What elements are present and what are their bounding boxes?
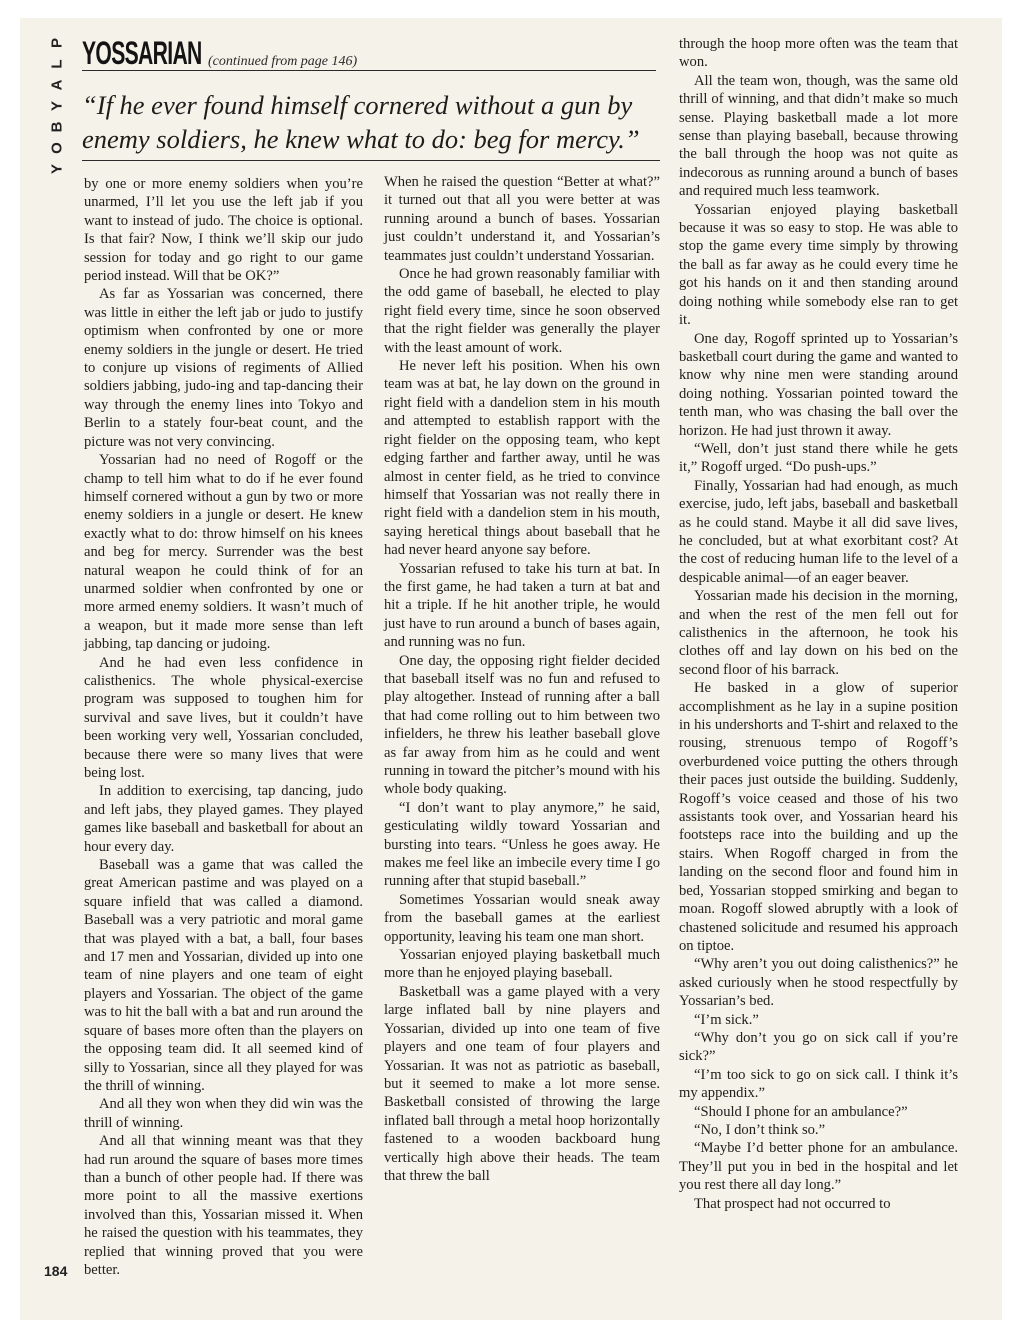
- article-paragraph: through the hoop more often was the team that won.: [679, 36, 958, 71]
- page-number: 184: [44, 1263, 68, 1279]
- article-paragraph: “Well, don’t just stand there while he gets it,” Rogoff urged. “Do push-ups.”: [679, 440, 958, 476]
- article-paragraph: He never left his position. When his own team was at bat, he lay down on the ground in right field with a dandelion stem in his mouth and attempted to establish rapport with the right fielder on the opposing team, who kept edging farther and farther away, until he was almost in center field, as he tried to convince himself that Yossarian was not really there in right field with a dandelion stem in his mouth, saying heretical things about baseball that he had never heard anyone say before.: [384, 358, 660, 559]
- side-label-letter: O: [48, 141, 66, 154]
- article-paragraph: “I don’t want to play anymore,” he said, gesticulating wildly toward Yossarian and bursting into tears. “Unless he goes away. He makes me feel like an imbecile every time I go running after that stupid baseball.”: [384, 799, 660, 890]
- article-header: [82, 36, 656, 71]
- side-label-letter: B: [48, 120, 66, 133]
- header-divider: [82, 160, 660, 161]
- article-paragraph: That prospect had not occurred to: [694, 1195, 891, 1212]
- article-paragraph: Yossarian enjoyed playing basketball much more than he enjoyed playing baseball.: [384, 947, 660, 982]
- article-paragraph: One day, Rogoff sprinted up to Yossarian’s basketball court during the game and wanted to know why nine men were standing around doing nothing. Yossarian pointed toward the tenth man, who was chasing the ball over the horizon. He had just thrown it away.: [679, 330, 958, 439]
- article-paragraph: Yossarian had no need of Rogoff or the champ to tell him what to do if he ever found himself cornered without a gun by two or more enemy soldiers in a jungle or desert. He knew exactly what to do: throw himself on his knees and beg for mercy. Surrender was the best natural weapon he could think of for an unarmed soldier when confronted by one or more armed enemy soldiers. It wasn’t much of a weapon, but it made more sense than left jabbing, tap dancing or judoing.: [84, 452, 363, 653]
- article-paragraph: “No, I don’t think so.”: [694, 1121, 826, 1138]
- side-label-letter: Y: [48, 100, 66, 112]
- article-paragraph: by one or more enemy soldiers when you’re unarmed, I’ll let you use the left jab if you want to instead of judo. The choice is optional. Is that fair? Now, I think we’ll skip our judo session for today and go right to our game period instead. Will that be OK?”: [84, 176, 363, 285]
- article-paragraph: Baseball was a game that was called the great American pastime and was played on a square infield that was called a diamond. Baseball was a very patriotic and moral game that was played with a bat, a ball, four bases and 17 men and Yossarian, divided up into one team of nine players and one team of eight players and Yossarian. The object of the game was to hit the ball with a bat and run around the square of bases more often than the players on the opposing team did. It all seemed kind of silly to Yossarian, since all they played for was the thrill of winning.: [84, 857, 363, 1094]
- article-paragraph: “Maybe I’d better phone for an ambulance. They’ll put you in bed in the hospital and let you rest there all day long.”: [679, 1140, 958, 1194]
- article-paragraph: All the team won, though, was the same old thrill of winning, and that didn’t make so much sense. Playing basketball made a lot more sense than playing baseball, because throwing the ball through the hoop was not quite as indecorous as running around a bunch of bases and required much less teamwork.: [679, 72, 958, 200]
- article-paragraph: He basked in a glow of superior accomplishment as he lay in a supine position in his undershorts and T-shirt and relaxed to the rousing, strenuous tempo of Rogoff’s overburdened voice putting the others through their paces just outside the building. Suddenly, Rogoff’s voice ceased and those of his two assistants took over, and Yossarian heard his footsteps race into the building and up the stairs. When Rogoff charged in from the landing on the second floor and found him in bed, Yossarian stopped smirking and began to moan. Rogoff slowed abruptly with a look of chastened solicitude and resumed his approach on tiptoe.: [679, 680, 958, 954]
- pull-quote: “If he ever found himself cornered without a gun by enemy soldiers, he knew what to do: beg for mercy.”: [82, 90, 640, 154]
- article-paragraph: Once he had grown reasonably familiar with the odd game of baseball, he elected to play right field every time, since he soon observed that the right fielder was generally the player with the least amount of work.: [384, 266, 660, 356]
- article-title: YOSSARIAN: [82, 35, 202, 71]
- article-paragraph: Yossarian made his decision in the morning, and when the rest of the men fell out for calisthenics in the afternoon, he took his clothes off and lay down on his bed on the second floor of his barrack.: [679, 588, 958, 678]
- side-label-letter: L: [48, 58, 66, 69]
- article-paragraph: “Should I phone for an ambulance?”: [694, 1103, 908, 1120]
- article-paragraph: And all that winning meant was that they had run around the square of bases more times than a bunch of other people had. If there was more point to all the massive exertions involved than this, Yossarian missed it. When he raised the question with his teammates, they replied that winning proved that you were better.: [84, 1133, 363, 1278]
- text-column-2: [384, 173, 660, 1185]
- continuation-note: (continued from page 146): [208, 54, 358, 69]
- article-paragraph: Yossarian enjoyed playing basketball because it was so easy to stop. He was able to stop the game every time simply by throwing the ball as far away as he could every time he got his hands on it and then standing around doing nothing while somebody else ran to get it.: [679, 201, 958, 329]
- article-paragraph: Sometimes Yossarian would sneak away from the baseball games at the earliest opportunity, leaving his team one man short.: [384, 891, 660, 945]
- article-paragraph: And all they won when they did win was the thrill of winning.: [84, 1096, 363, 1131]
- side-label-letter: P: [48, 37, 66, 49]
- text-column-3: [679, 35, 958, 1213]
- article-paragraph: Yossarian refused to take his turn at bat. In the first game, he had taken a turn at bat and hit a triple. If he hit another triple, he would just have to run around a bunch of bases again, and running was no fun.: [384, 560, 660, 651]
- article-paragraph: Basketball was a game played with a very large inflated ball by nine players and Yossarian, divided up into one team of five players and one team of four players and Yossarian. It was not as patriotic as baseball, but it seemed to make a lot more sense. Basketball consisted of throwing the large inflated ball through a metal hoop horizontally fastened to a wooden backboard hung vertically high above their heads. The team that threw the ball: [384, 983, 660, 1184]
- article-paragraph: “Why aren’t you out doing calisthenics?” he asked curiously when he stood respectfully by Yossarian’s bed.: [679, 956, 958, 1010]
- article-paragraph: Finally, Yossarian had had enough, as much exercise, judo, left jabs, baseball and basketball as he could stand. Maybe it all did save lives, he concluded, but at what exorbitant cost? At the cost of reducing human life to the level of a despicable animal—of an eager beaver.: [679, 477, 958, 586]
- side-label-letter: A: [48, 78, 66, 91]
- article-paragraph: In addition to exercising, tap dancing, judo and left jabs, they played games. They played games like baseball and basketball for about an hour every day.: [84, 783, 363, 855]
- article-paragraph: And he had even less confidence in calisthenics. The whole physical-exercise program was supposed to toughen him for survival and save lives, but it couldn’t have been working very well, Yossarian concluded, because there were so many lives that were being lost.: [84, 654, 363, 781]
- article-paragraph: When he raised the question “Better at what?” it turned out that all you were better at was running around a bunch of bases. Yossarian just couldn’t understand it, and Yossarian’s teammates just couldn’t understand Yossarian.: [384, 174, 660, 264]
- text-column-1: [84, 175, 363, 1279]
- side-label-letter: Y: [48, 163, 66, 175]
- article-paragraph: “I’m sick.”: [694, 1011, 759, 1028]
- article-paragraph: “Why don’t you go on sick call if you’re sick?”: [679, 1029, 958, 1065]
- article-paragraph: “I’m too sick to go on sick call. I think it’s my appendix.”: [679, 1066, 958, 1102]
- article-paragraph: As far as Yossarian was concerned, there was little in either the left jab or judo to justify optimism when confronted by one or more enemy soldiers in the jungle or desert. He tried to conjure up visions of regiments of Allied soldiers jabbing, judo-ing and tap-dancing their way through the enemy lines into Tokyo and Berlin to a stately four-beat count, and the picture was not very convincing.: [84, 286, 363, 450]
- article-paragraph: One day, the opposing right fielder decided that baseball itself was no fun and refused to play altogether. Instead of running after a ball that had come rolling out to him between two infielders, he threw his leather baseball glove as far away from him as he could and went running in toward the pitcher’s mound with his whole body quaking.: [384, 652, 660, 798]
- magazine-side-label: [42, 32, 72, 179]
